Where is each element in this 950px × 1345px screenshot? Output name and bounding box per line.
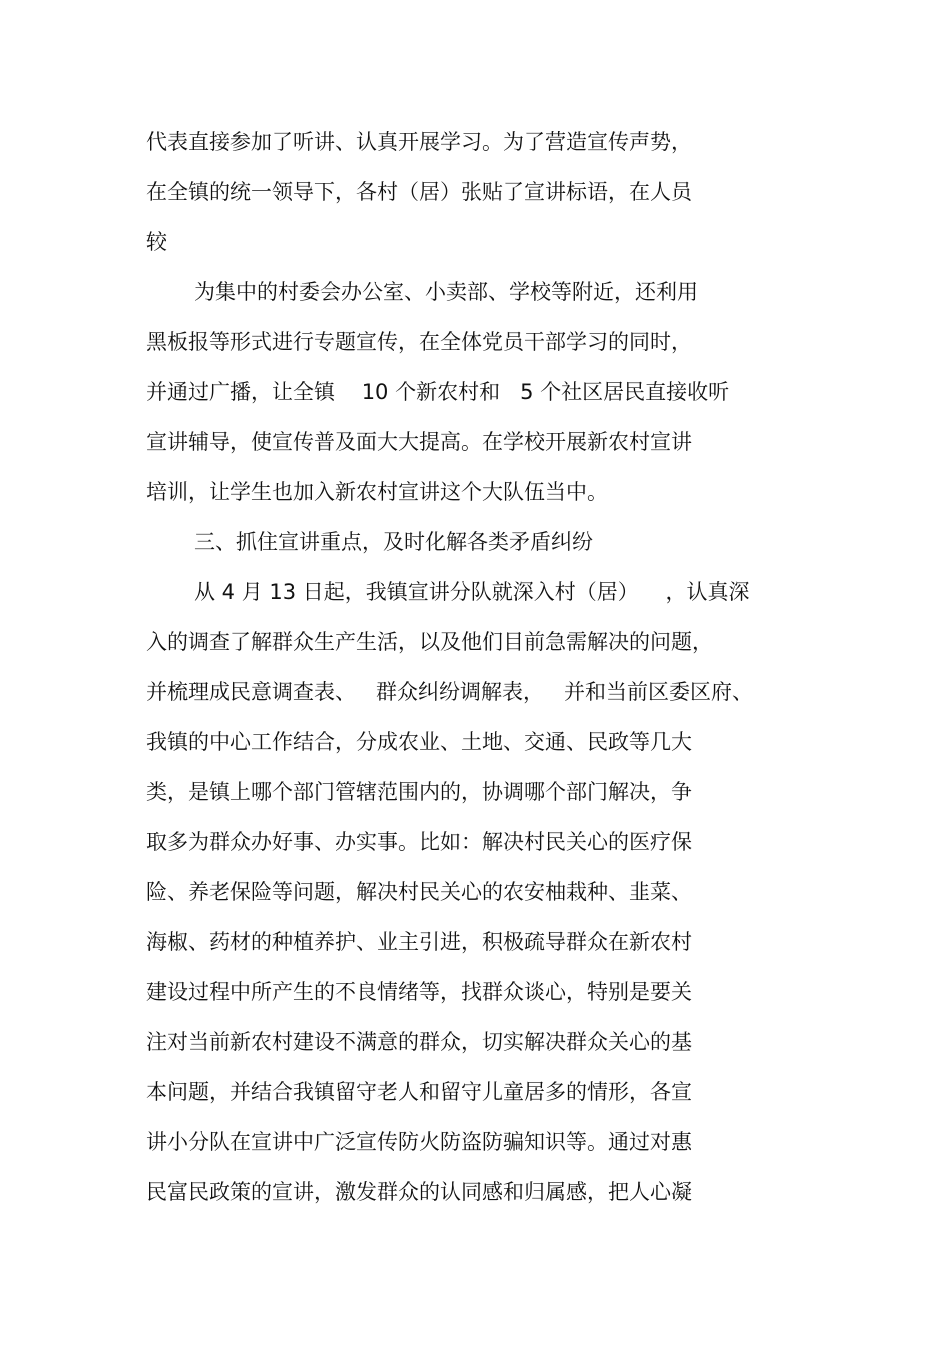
section-heading: 三、抓住宣讲重点，及时化解各类矛盾纠纷 bbox=[194, 530, 593, 554]
text-line: 较 bbox=[146, 230, 167, 254]
text-line: 在全镇的统一领导下，各村（居）张贴了宣讲标语，在人员 bbox=[146, 180, 692, 204]
text-line: 取多为群众办好事、办实事。比如：解决村民关心的医疗保 bbox=[146, 830, 692, 854]
text-line: 讲小分队在宣讲中广泛宣传防火防盗防骗知识等。通过对惠 bbox=[146, 1130, 692, 1154]
text-line: 宣讲辅导，使宣传普及面大大提高。在学校开展新农村宣讲 bbox=[146, 430, 692, 454]
text-line: 我镇的中心工作结合，分成农业、土地、交通、民政等几大 bbox=[146, 730, 692, 754]
text-line: 险、养老保险等问题，解决村民关心的农安柚栽种、韭菜、 bbox=[146, 880, 692, 904]
text-line: 建设过程中所产生的不良情绪等，找群众谈心，特别是要关 bbox=[146, 980, 692, 1004]
text-line: 海椒、药材的种植养护、业主引进，积极疏导群众在新农村 bbox=[146, 930, 692, 954]
text-line: 注对当前新农村建设不满意的群众，切实解决群众关心的基 bbox=[146, 1030, 692, 1054]
text-line: 并通过广播，让全镇 10 个新农村和 5 个社区居民直接收听 bbox=[146, 380, 730, 404]
text-line: 类，是镇上哪个部门管辖范围内的，协调哪个部门解决，争 bbox=[146, 780, 692, 804]
text-line: 黑板报等形式进行专题宣传，在全体党员干部学习的同时， bbox=[146, 330, 692, 354]
paragraph-start-line: 为集中的村委会办公室、小卖部、学校等附近，还利用 bbox=[194, 280, 698, 304]
text-line: 代表直接参加了听讲、认真开展学习。为了营造宣传声势， bbox=[146, 130, 692, 154]
text-line: 本问题，并结合我镇留守老人和留守儿童居多的情形，各宣 bbox=[146, 1080, 692, 1104]
text-line: 培训，让学生也加入新农村宣讲这个大队伍当中。 bbox=[146, 480, 608, 504]
text-line: 并梳理成民意调查表、 群众纠纷调解表， 并和当前区委区府、 bbox=[146, 680, 754, 704]
text-line: 民富民政策的宣讲，激发群众的认同感和归属感，把人心凝 bbox=[146, 1180, 692, 1204]
text-line: 入的调查了解群众生产生活，以及他们目前急需解决的问题， bbox=[146, 630, 713, 654]
paragraph-start-line: 从 4 月 13 日起，我镇宣讲分队就深入村（居） ，认真深 bbox=[194, 580, 750, 604]
